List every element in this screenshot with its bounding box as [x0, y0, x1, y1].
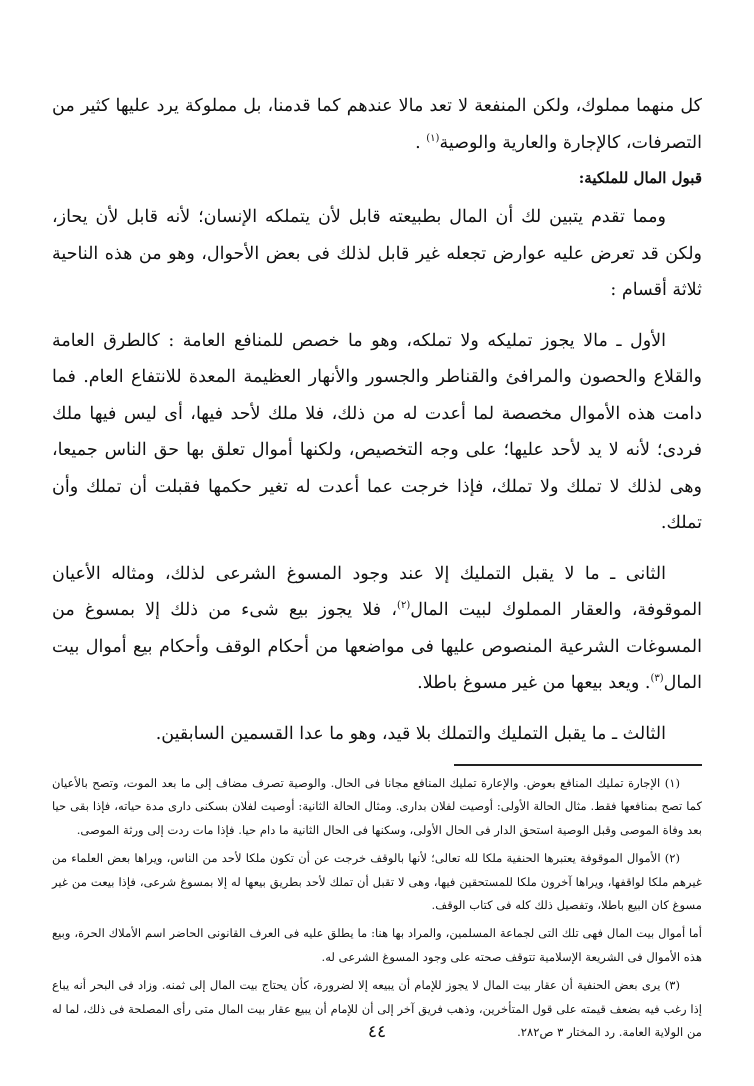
footnote-3: (٣) يرى بعض الحنفية أن عقار بيت المال لا يجوز للإمام أن يبيعه إلا لضرورة، كأن يحتاج بيت المال إلى ثمنه. وزاد فى البحر أنه يباع إذا رغب فيه بضعف قيمته على قول المتأخرين، وذهب فريق آخر إلى أن للإمام أن يبيع عقار بيت المال متى رأى المصلحة فى ذلك، لما له من الولاية العامة. رد المختار ٣ ص٢٨٢.	[52, 977, 702, 1040]
paragraph-first-category: الأول ـ مالا يجوز تمليكه ولا تملكه، وهو ما خصص للمنافع العامة : كالطرق العامة والقلاع والحصون والمرافئ والقناطر والجسور والأنهار العظيمة المعدة للانتفاع العام. فما دامت هذه الأموال مخصصة لما أعدت له من ذلك، فلا ملك لأحد فيها، أى ليس فيها ملك فردى؛ لأنه لا يد لأحد عليها؛ على وجه التخصيص، ولكنها أموال تعلق بها حق الناس جميعا، وهى لذلك لا تملك ولا تملك، فإذا خرجت عما أعدت له تغير حكمها فقبلت أن تملك وأن تملك.	[52, 330, 702, 533]
page-content	[52, 88, 702, 1049]
paragraph-property-acceptance: ومما تقدم يتبين لك أن المال بطبيعته قابل لأن يتملكه الإنسان؛ لأنه قابل لأن يحاز، ولكن قد تعرض عليه عوارض تجعله غير قابل لذلك فى بعض الأحوال، وهو من هذه الناحية ثلاثة أقسام :	[52, 207, 702, 300]
paragraph-second-b: ، فلا يجوز بيع شىء من ذلك إلا بمسوغ من المسوغات الشرعية المنصوص عليها فى مواضعها من أحكام الوقف وأحكام بيع أموال بيت المال	[52, 600, 702, 693]
paragraph-second-c: . ويعد بيعها من غير مسوغ باطلا.	[417, 673, 651, 693]
paragraph-third-category: الثالث ـ ما يقبل التمليك والتملك بلا قيد، وهو ما عدا القسمين السابقين.	[155, 723, 666, 744]
paragraph-intro-text: كل منهما مملوك، ولكن المنفعة لا تعد مالا عندهم كما قدمنا، بل مملوكة يرد عليها كثير من التصرفات، كالإجارة والعارية والوصية	[52, 96, 702, 153]
paragraph-second-a: الثانى ـ ما لا يقبل التمليك إلا عند وجود المسوغ الشرعى لذلك، ومثاله الأعيان الموقوفة، والعقار المملوك لبيت المال	[52, 563, 703, 620]
footnote-2-continued: أما أموال بيت المال فهى تلك التى لجماعة المسلمين، والمراد بها هنا: ما يطلق عليه فى العرف القانونى الحاضر اسم الأملاك الحرة، وبيع هذه الأموال فى الشريعة الإسلامية تتوقف صحته على وجود المسوغ الشرعى له.	[52, 926, 702, 965]
page-number: ٤٤	[367, 1022, 387, 1042]
section-heading: قبول المال للملكية:	[578, 169, 702, 187]
footnote-ref-2[interactable]: (٢)	[397, 600, 411, 612]
paragraph-second-category	[52, 556, 702, 702]
footnote-separator	[454, 764, 702, 766]
paragraph-intro-end: .	[415, 132, 427, 153]
footnote-1: (١) الإجارة تمليك المنافع بعوض. والإعارة تمليك المنافع مجانا فى الحال. والوصية تصرف مضاف إلى ما بعد الموت، وتصح بالأعيان كما تصح بمنافعها فقط. مثال الحالة الأولى: أوصيت لفلان بدارى. ومثال الحالة الثانية: أوصيت لفلان بسكنى دارى مدة حياته، فإذا بقى حيا بعد وفاة الموصى وقبل الوصية استحق الدار فى الحال الأولى، وسكنها فى الحال الثانية ما دام حيا. فإذا مات ردت إلى ورثة الموصى.	[52, 775, 702, 838]
footnote-ref-3[interactable]: (٣)	[650, 673, 664, 685]
footnote-ref-1[interactable]: (١)	[426, 132, 440, 144]
spacer	[52, 702, 702, 716]
paragraph-intro	[52, 88, 702, 161]
spacer	[52, 542, 702, 556]
footnote-2: (٢) الأموال الموقوفة يعتبرها الحنفية ملكا لله تعالى؛ لأنها بالوقف خرجت عن أن تكون ملكا لأحد من الناس، ويراها بعض العلماء من غيرهم ملكا لواقفها، ويراها آخرون ملكا للمستحقين فيها، وهى لا تقبل أن تملك لأحد بطريق بيعها له إلا بمسوغ شرعى، فإذا بيعت من غير مسوغ كان البيع باطلا، وتفصيل ذلك كله فى كتاب الوقف.	[52, 850, 702, 913]
spacer	[52, 309, 702, 323]
